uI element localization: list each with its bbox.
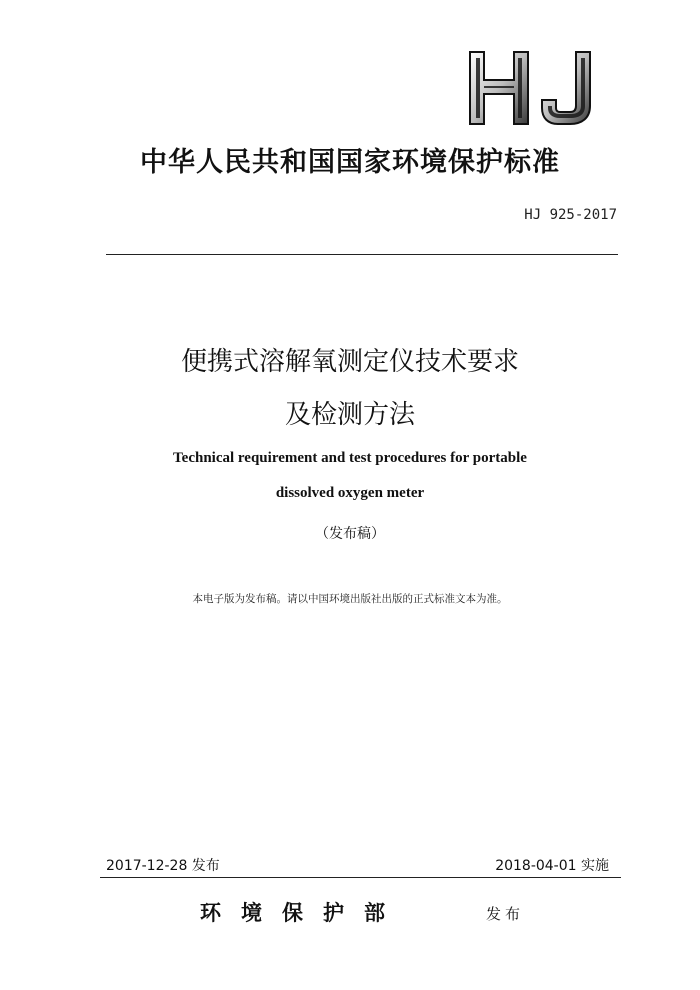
issuer-suffix: 发布 — [486, 905, 525, 923]
title-en-line1: Technical requirement and test procedures for portable — [173, 450, 527, 466]
issuing-authority: 环境保护部 — [200, 900, 405, 925]
draft-tag: （发布稿） — [315, 526, 385, 542]
edition-notice: 本电子版为发布稿。请以中国环境出版社出版的正式标准文本为准。 — [192, 593, 508, 605]
logo-letter-j — [542, 52, 590, 124]
hj-logo — [468, 50, 600, 126]
issue-date: 2017-12-28 发布 — [106, 858, 220, 874]
title-cn-line1: 便携式溶解氧测定仪技术要求 — [180, 347, 519, 377]
logo-letter-h — [470, 52, 528, 124]
title-en-line2: dissolved oxygen meter — [275, 485, 425, 501]
header-divider — [106, 254, 618, 255]
standard-code: HJ 925-2017 — [524, 207, 617, 223]
footer-divider — [100, 877, 621, 878]
effective-date: 2018-04-01 实施 — [495, 858, 609, 874]
organization-title: 中华人民共和国国家环境保护标准 — [140, 147, 560, 178]
title-cn-line2: 及检测方法 — [284, 400, 415, 430]
